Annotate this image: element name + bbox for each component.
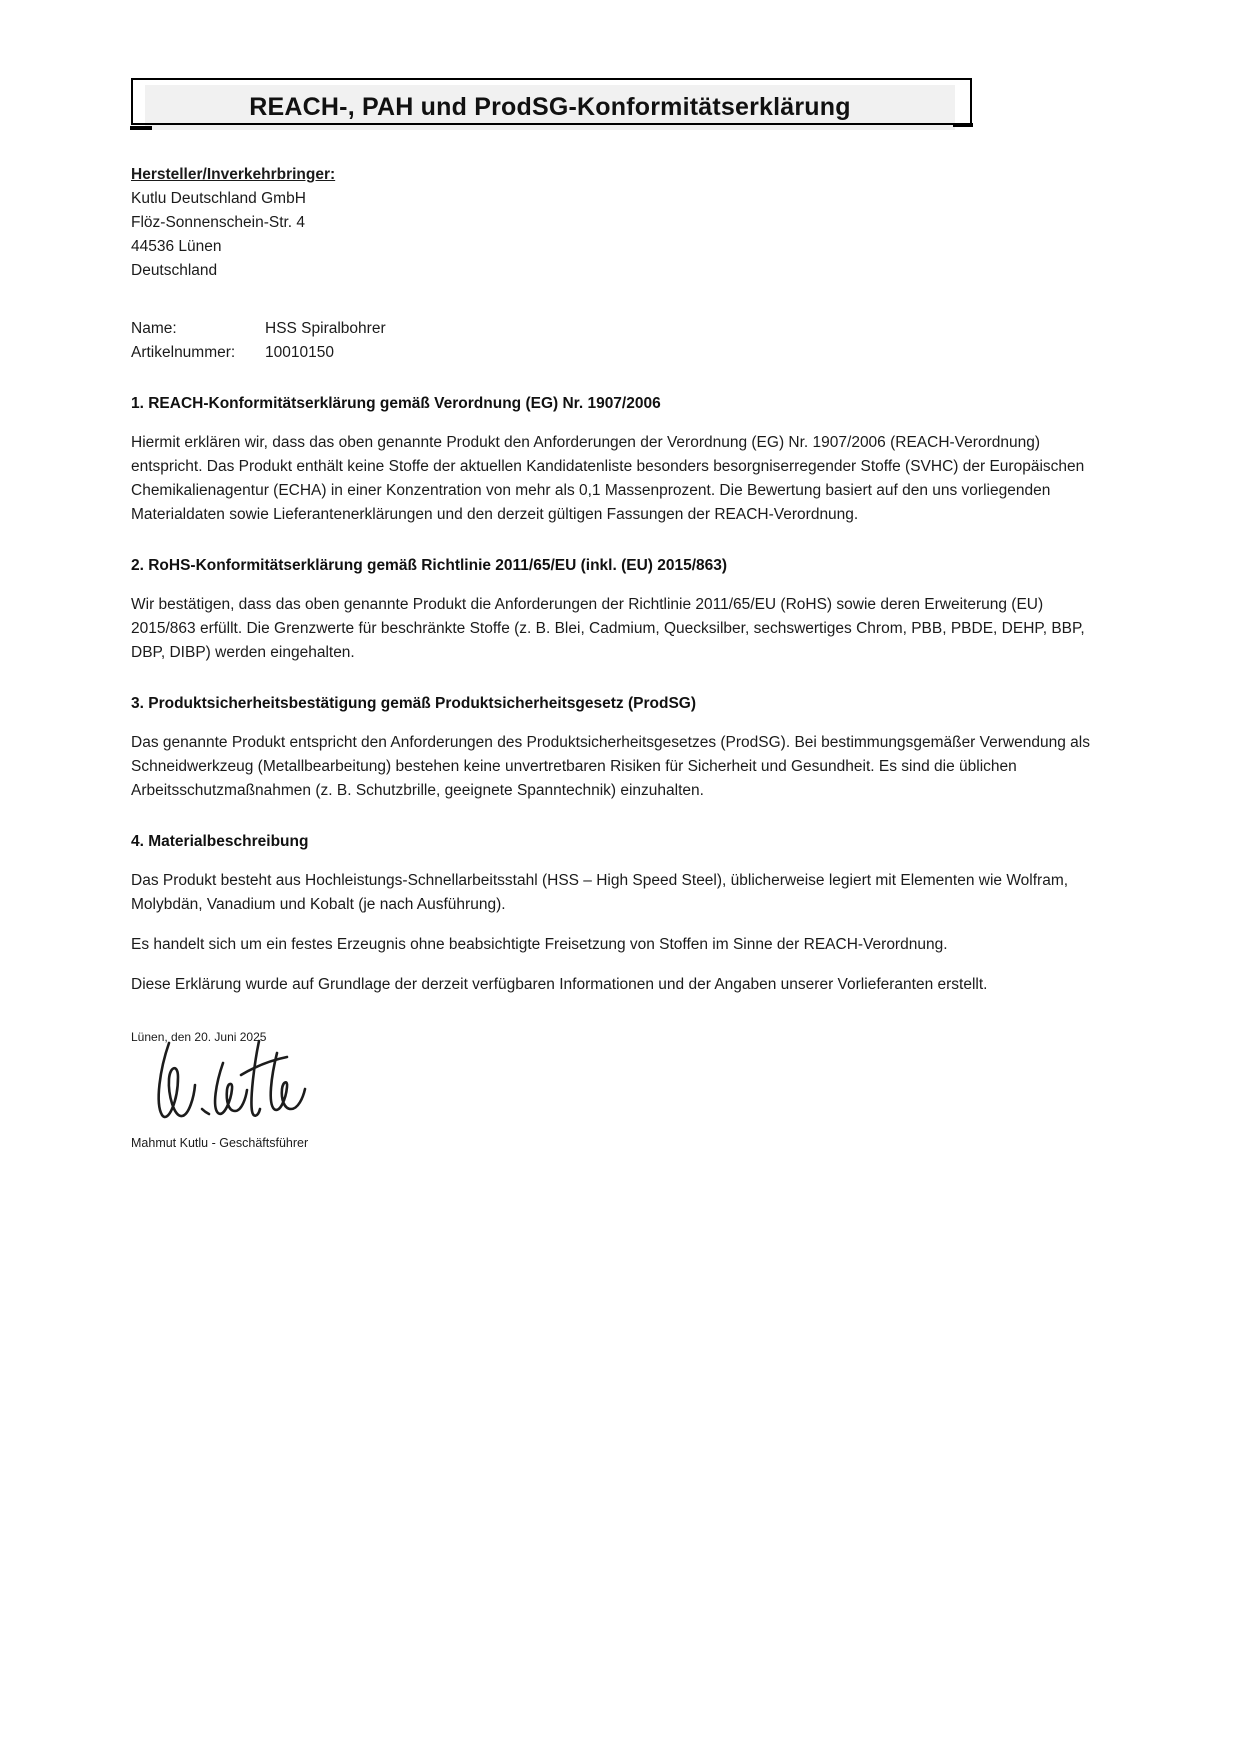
- page-title: REACH-, PAH und ProdSG-Konformitätserklärung: [249, 93, 851, 121]
- section-rohs-paragraph: Wir bestätigen, dass das oben genannte Produkt die Anforderungen der Richtlinie 2011/65/EU (RoHS) sowie deren Erweiterung (EU) 2015/863 erfüllt. Die Grenzwerte für beschränkte Stoffe (z. B. Blei, Cadmium, Quecksilber, sechswertiges Chrom, PBB, PBDE, DEHP, BBP, DBP, DIBP) werden eingehalten.: [131, 596, 1085, 661]
- section-rohs-heading: 2. RoHS-Konformitätserklärung gemäß Richtlinie 2011/65/EU (inkl. (EU) 2015/863): [131, 557, 728, 574]
- section-material-paragraph-2: Es handelt sich um ein festes Erzeugnis ohne beabsichtigte Freisetzung von Stoffen im Sinne der REACH-Verordnung.: [131, 936, 948, 953]
- section-reach-paragraph: Hiermit erklären wir, dass das oben genannte Produkt den Anforderungen der Verordnung (EG) Nr. 1907/2006 (REACH-Verordnung) entspricht. Das Produkt enthält keine Stoffe der aktuellen Kandidatenliste besonders besorgniserregender Stoffe (SVHC) der Europäischen Chemikalienagentur (ECHA) in einer Konzentration von mehr als 0,1 Massenprozent. Die Bewertung basiert auf den uns vorliegenden Materialdaten sowie Lieferantenerklärungen und den derzeit gültigen Fassungen der REACH-Verordnung.: [131, 434, 1085, 523]
- document-content: [131, 78, 1112, 1151]
- manufacturer-block: [131, 163, 1112, 283]
- section-reach: [131, 393, 1112, 527]
- manufacturer-city: 44536 Lünen: [131, 238, 222, 255]
- manufacturer-company: Kutlu Deutschland GmbH: [131, 190, 306, 207]
- title-band: [145, 85, 955, 130]
- manufacturer-street: Flöz-Sonnenschein-Str. 4: [131, 214, 306, 231]
- handwritten-signature-icon: [153, 1037, 1112, 1133]
- date-line: Lünen, den 20. Juni 2025: [131, 1030, 267, 1044]
- section-prodsg-paragraph: Das genannte Produkt entspricht den Anforderungen des Produktsicherheitsgesetzes (ProdSG). Bei bestimmungsgemäßer Verwendung als Schneidwerkzeug (Metallbearbeitung) bestehen keine unvertretbaren Risiken für Sicherheit und Gesundheit. Es sind die üblichen Arbeitsschutzmaßnahmen (z. B. Schutzbrille, geeignete Spanntechnik) einzuhalten.: [131, 734, 1090, 799]
- product-name-row: [131, 317, 1112, 341]
- product-block: [131, 317, 1112, 365]
- section-material-paragraph-3: Diese Erklärung wurde auf Grundlage der derzeit verfügbaren Informationen und der Angaben unserer Vorlieferanten erstellt.: [131, 976, 988, 993]
- title-box-bottom-right-dash: [953, 123, 973, 127]
- closing-block: [131, 1029, 1112, 1151]
- title-box: [131, 78, 972, 125]
- section-reach-heading: 1. REACH-Konformitätserklärung gemäß Verordnung (EG) Nr. 1907/2006: [131, 395, 661, 412]
- product-article-value: 10010150: [265, 344, 334, 361]
- section-rohs: [131, 555, 1112, 665]
- section-material-heading: 4. Materialbeschreibung: [131, 833, 309, 850]
- signatory-name: Mahmut Kutlu - Geschäftsführer: [131, 1136, 309, 1150]
- product-article-row: [131, 341, 1112, 365]
- section-material: [131, 831, 1112, 997]
- section-prodsg-heading: 3. Produktsicherheitsbestätigung gemäß Produktsicherheitsgesetz (ProdSG): [131, 695, 697, 712]
- product-article-label: Artikelnummer:: [131, 344, 236, 361]
- section-material-paragraph-1: Das Produkt besteht aus Hochleistungs-Schnellarbeitsstahl (HSS – High Speed Steel), üblicherweise legiert mit Elementen wie Wolfram, Molybdän, Vanadium und Kobalt (je nach Ausführung).: [131, 872, 1069, 913]
- manufacturer-country: Deutschland: [131, 262, 218, 279]
- title-box-bottom-left-dash: [130, 126, 152, 130]
- manufacturer-label: Hersteller/Inverkehrbringer:: [131, 166, 336, 183]
- section-prodsg: [131, 693, 1112, 803]
- product-name-value: HSS Spiralbohrer: [265, 320, 386, 337]
- product-name-label: Name:: [131, 320, 177, 337]
